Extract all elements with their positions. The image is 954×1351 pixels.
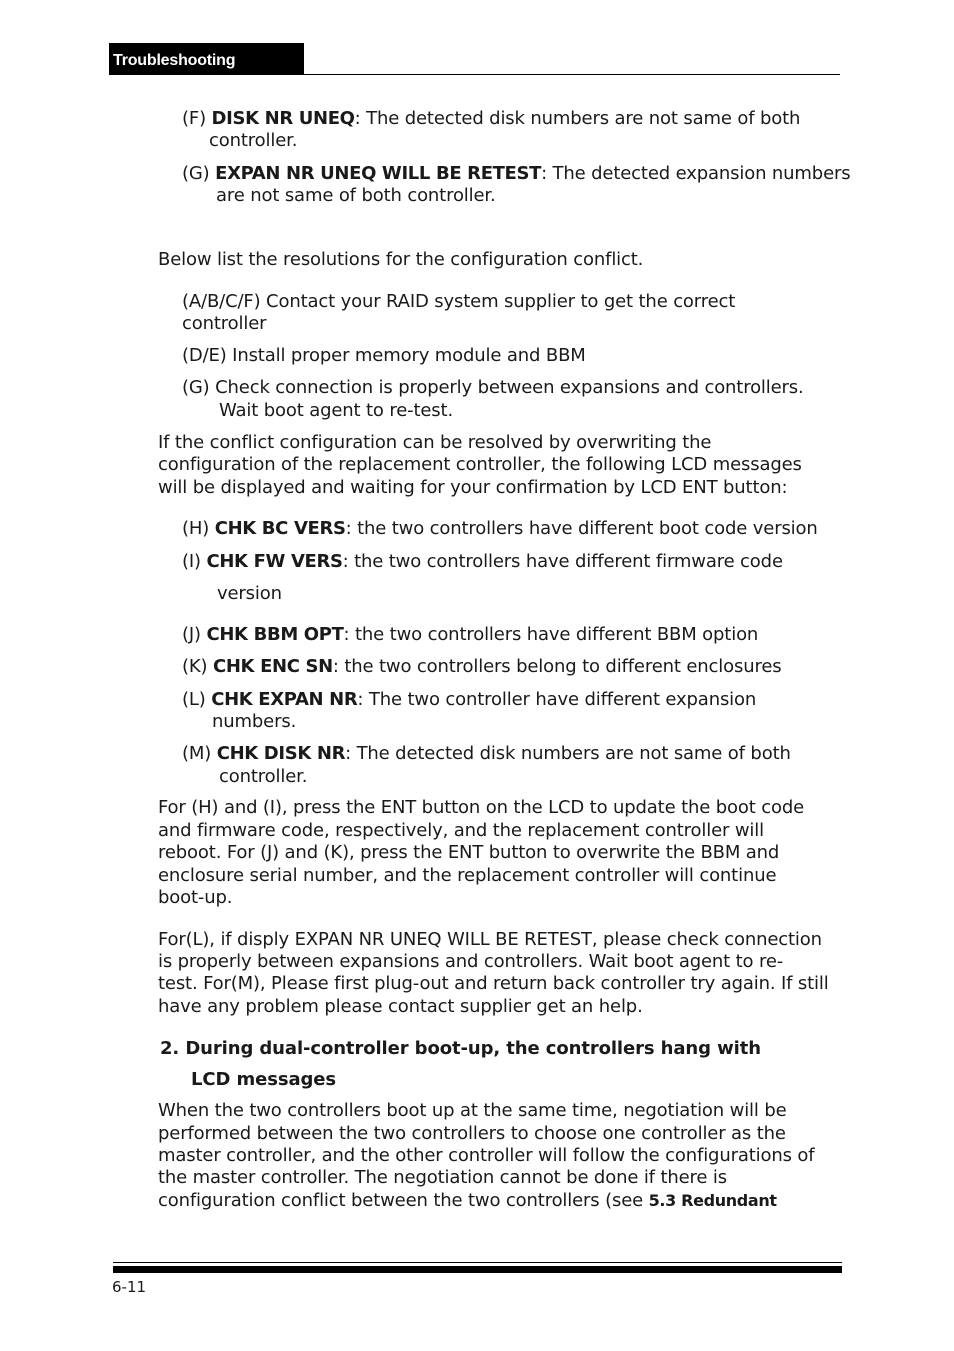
para-lm-line: For(L), if disply EXPAN NR UNEQ WILL BE RETEST, please check connection	[158, 929, 822, 950]
para-hijk-line: boot-up.	[158, 887, 233, 908]
header-rule	[109, 74, 840, 75]
resolution-g: (G) Check connection is properly between expansions and controllers.	[182, 377, 804, 398]
section-reference: 5.3 Redundant	[648, 1191, 777, 1210]
resolutions-intro: Below list the resolutions for the configuration conflict.	[158, 249, 644, 270]
footer-rule-thick	[113, 1266, 842, 1273]
para-hijk-line: reboot. For (J) and (K), press the ENT button to overwrite the BBM and	[158, 842, 780, 863]
para-lm-line: is properly between expansions and controllers. Wait boot agent to re-	[158, 951, 784, 972]
list-item-l: (L) CHK EXPAN NR: The two controller have different expansion	[182, 689, 757, 710]
para-lm-line: have any problem please contact supplier get an help.	[158, 996, 643, 1017]
list-item-j: (J) CHK BBM OPT: the two controllers have different BBM option	[182, 624, 759, 645]
footer-rule-thin	[113, 1262, 842, 1263]
list-item-h: (H) CHK BC VERS: the two controllers have different boot code version	[182, 518, 818, 539]
list-item-i-cont: version	[217, 583, 282, 604]
para-negotiation-line: master controller, and the other controller will follow the configurations of	[158, 1145, 815, 1166]
para-overwrite-line: configuration of the replacement controller, the following LCD messages	[158, 454, 802, 475]
list-item-i: (I) CHK FW VERS: the two controllers have different firmware code	[182, 551, 783, 572]
section-title-tab: Troubleshooting	[109, 43, 304, 75]
list-item-f-cont: controller.	[209, 130, 298, 151]
resolution-abcf: (A/B/C/F) Contact your RAID system supplier to get the correct	[182, 291, 736, 312]
resolution-g-cont: Wait boot agent to re-test.	[219, 400, 454, 421]
para-overwrite-line: If the conflict configuration can be resolved by overwriting the	[158, 432, 712, 453]
para-lm-line: test. For(M), Please first plug-out and return back controller try again. If still	[158, 973, 829, 994]
list-item-f: (F) DISK NR UNEQ: The detected disk numbers are not same of both	[182, 108, 801, 129]
list-item-g: (G) EXPAN NR UNEQ WILL BE RETEST: The detected expansion numbers	[182, 163, 851, 184]
resolution-abcf-cont: controller	[182, 313, 267, 334]
para-negotiation-line: the master controller. The negotiation cannot be done if there is	[158, 1167, 727, 1188]
list-item-m-cont: controller.	[219, 766, 308, 787]
para-negotiation-line: performed between the two controllers to choose one controller as the	[158, 1123, 786, 1144]
page-number: 6-11	[112, 1278, 147, 1296]
para-hijk-line: For (H) and (I), press the ENT button on the LCD to update the boot code	[158, 797, 805, 818]
para-hijk-line: enclosure serial number, and the replacement controller will continue	[158, 865, 777, 886]
list-item-k: (K) CHK ENC SN: the two controllers belong to different enclosures	[182, 656, 782, 677]
resolution-de: (D/E) Install proper memory module and BBM	[182, 345, 586, 366]
section-heading-cont: LCD messages	[191, 1069, 337, 1090]
para-hijk-line: and firmware code, respectively, and the replacement controller will	[158, 820, 764, 841]
list-item-l-cont: numbers.	[212, 711, 297, 732]
list-item-m: (M) CHK DISK NR: The detected disk numbers are not same of both	[182, 743, 791, 764]
list-item-g-cont: are not same of both controller.	[216, 185, 496, 206]
para-negotiation-line: configuration conflict between the two controllers (see 5.3 Redundant	[158, 1190, 777, 1211]
para-overwrite-line: will be displayed and waiting for your confirmation by LCD ENT button:	[158, 477, 788, 498]
para-negotiation-line: When the two controllers boot up at the same time, negotiation will be	[158, 1100, 787, 1121]
section-heading: 2. During dual-controller boot-up, the controllers hang with	[160, 1038, 761, 1059]
